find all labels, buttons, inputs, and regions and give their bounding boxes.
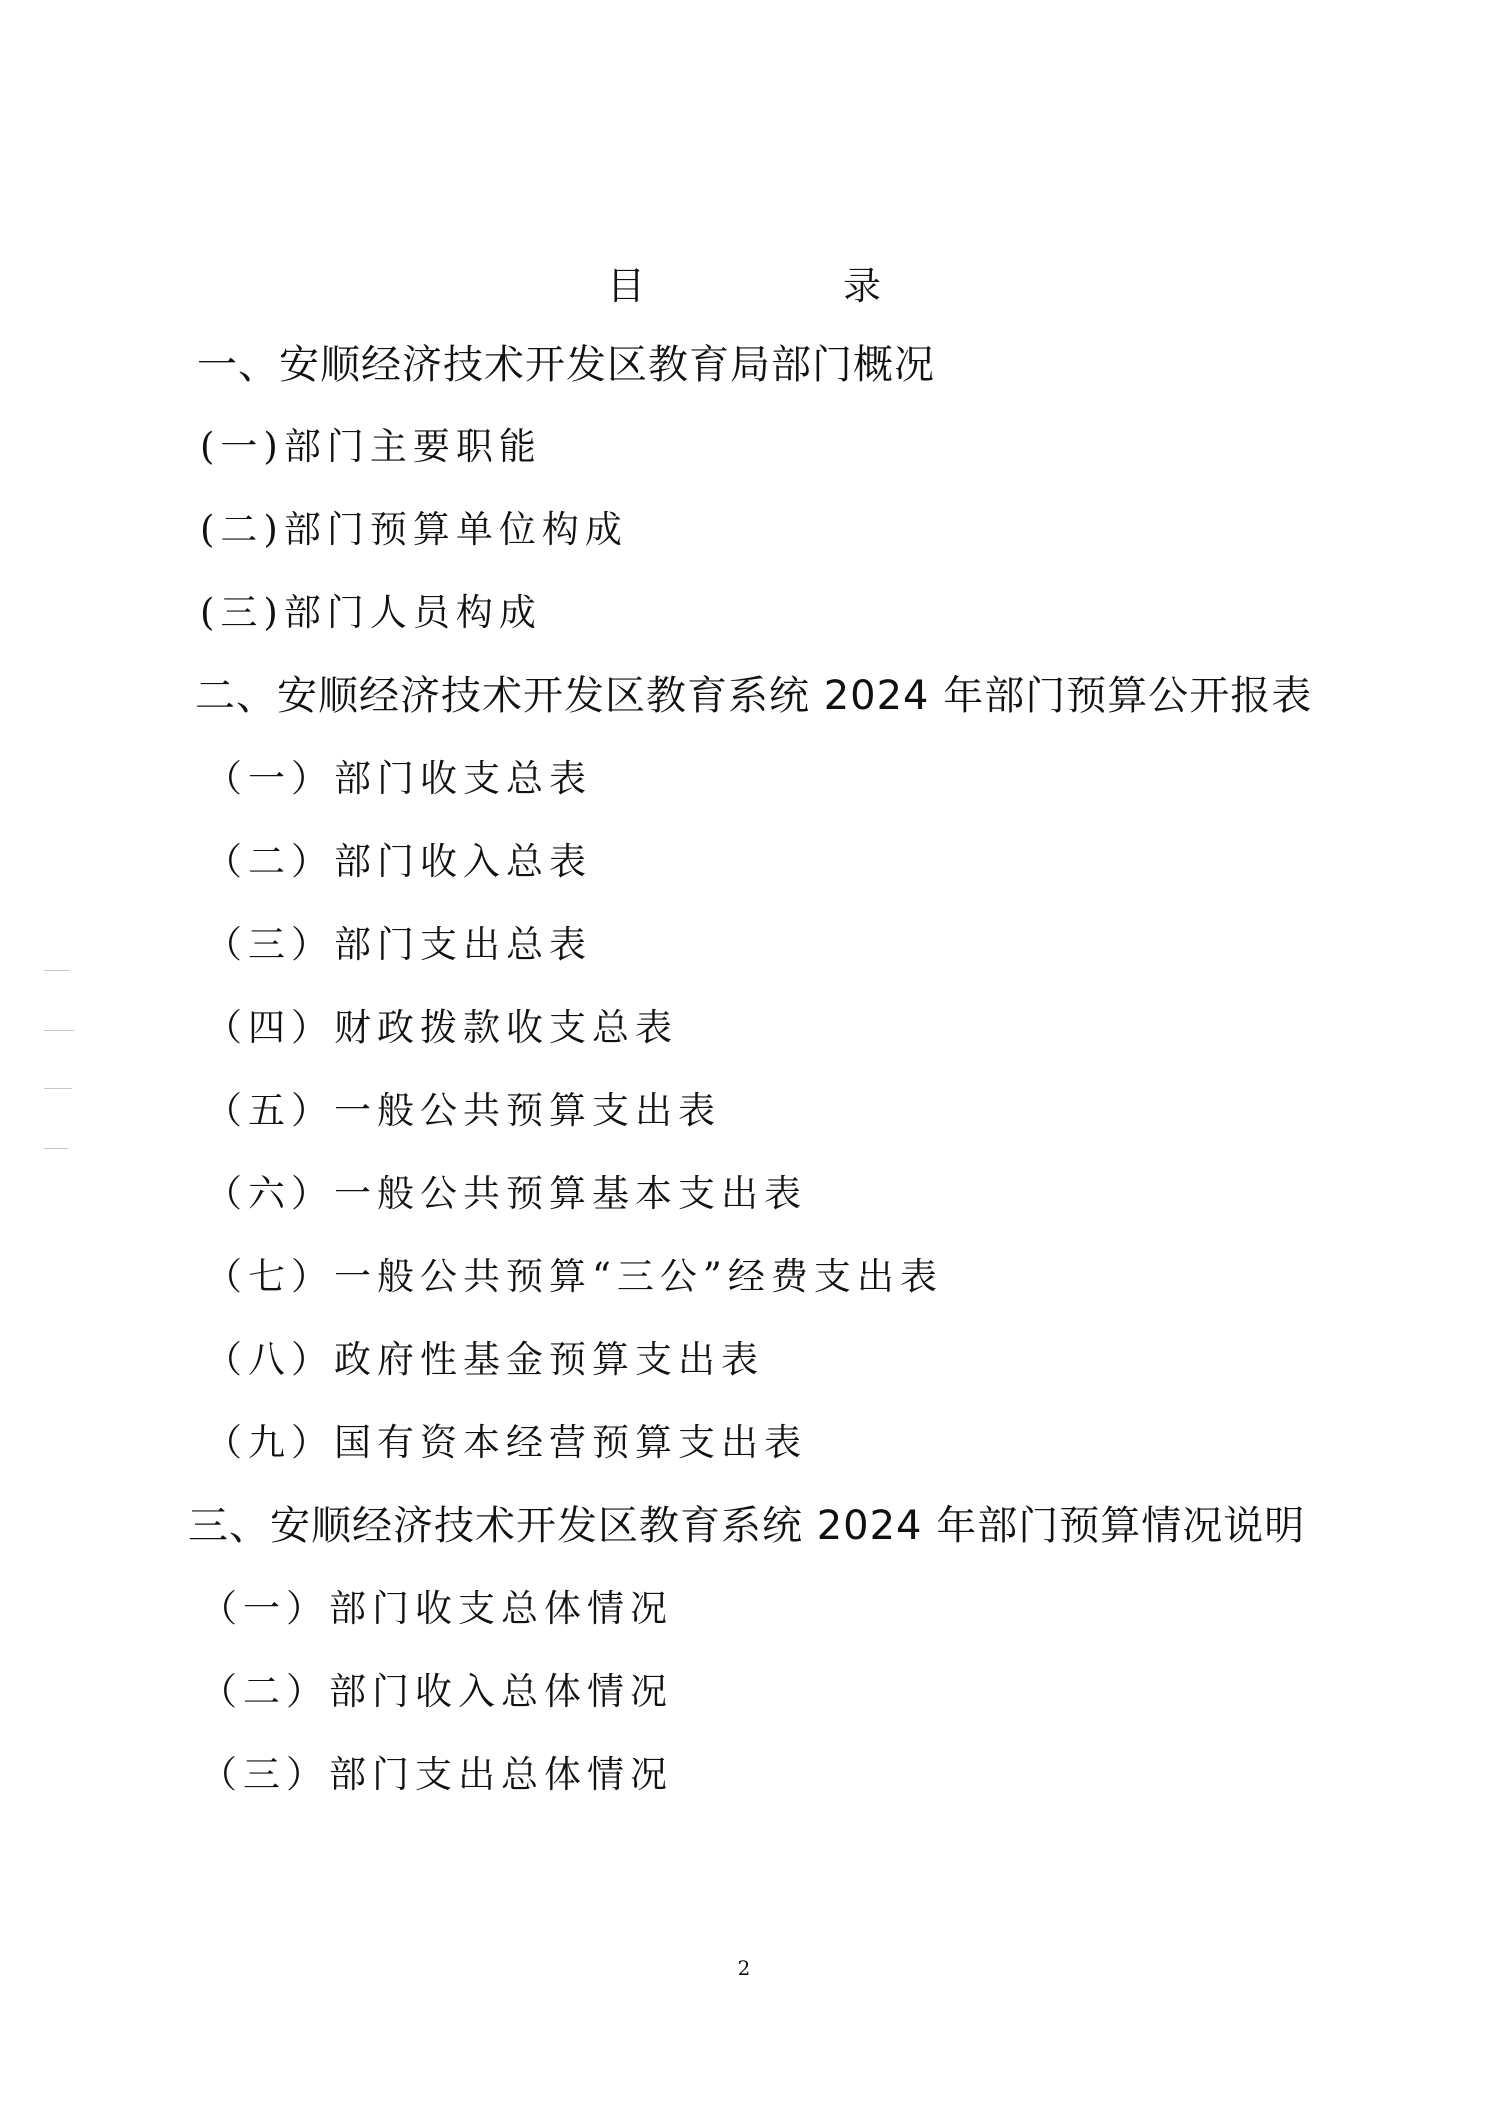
- toc-section-2: 二、安顺经济技术开发区教育系统 2024 年部门预算公开报表: [195, 673, 1313, 719]
- scan-artifact: [44, 1148, 68, 1149]
- toc-item-2-1: （一）部门收支总表: [205, 757, 592, 800]
- toc-item-2-8: （八）政府性基金预算支出表: [205, 1338, 764, 1381]
- toc-item-3-2: （二）部门收入总体情况: [200, 1670, 673, 1713]
- scan-artifact: [44, 1030, 74, 1031]
- toc-title: 目 录: [606, 264, 961, 308]
- toc-item-2-2: （二）部门收入总表: [205, 840, 592, 883]
- toc-item-1-1: (一)部门主要职能: [200, 425, 542, 468]
- toc-item-1-2: (二)部门预算单位构成: [200, 508, 628, 551]
- toc-item-2-7: （七）一般公共预算“三公”经费支出表: [205, 1255, 943, 1298]
- toc-item-3-3: （三）部门支出总体情况: [200, 1753, 673, 1796]
- scan-artifact: [44, 1088, 72, 1089]
- toc-item-1-3: (三)部门人员构成: [200, 591, 542, 634]
- scan-artifact: [44, 970, 70, 971]
- toc-item-2-5: （五）一般公共预算支出表: [205, 1089, 721, 1132]
- toc-item-2-6: （六）一般公共预算基本支出表: [205, 1172, 807, 1215]
- toc-item-2-4: （四）财政拨款收支总表: [205, 1006, 678, 1049]
- toc-section-1: 一、安顺经济技术开发区教育局部门概况: [197, 342, 935, 388]
- toc-item-2-3: （三）部门支出总表: [205, 923, 592, 966]
- toc-item-2-9: （九）国有资本经营预算支出表: [205, 1421, 807, 1464]
- toc-section-3: 三、安顺经济技术开发区教育系统 2024 年部门预算情况说明: [188, 1503, 1306, 1549]
- page-number: 2: [737, 1956, 751, 1980]
- toc-item-3-1: （一）部门收支总体情况: [200, 1587, 673, 1630]
